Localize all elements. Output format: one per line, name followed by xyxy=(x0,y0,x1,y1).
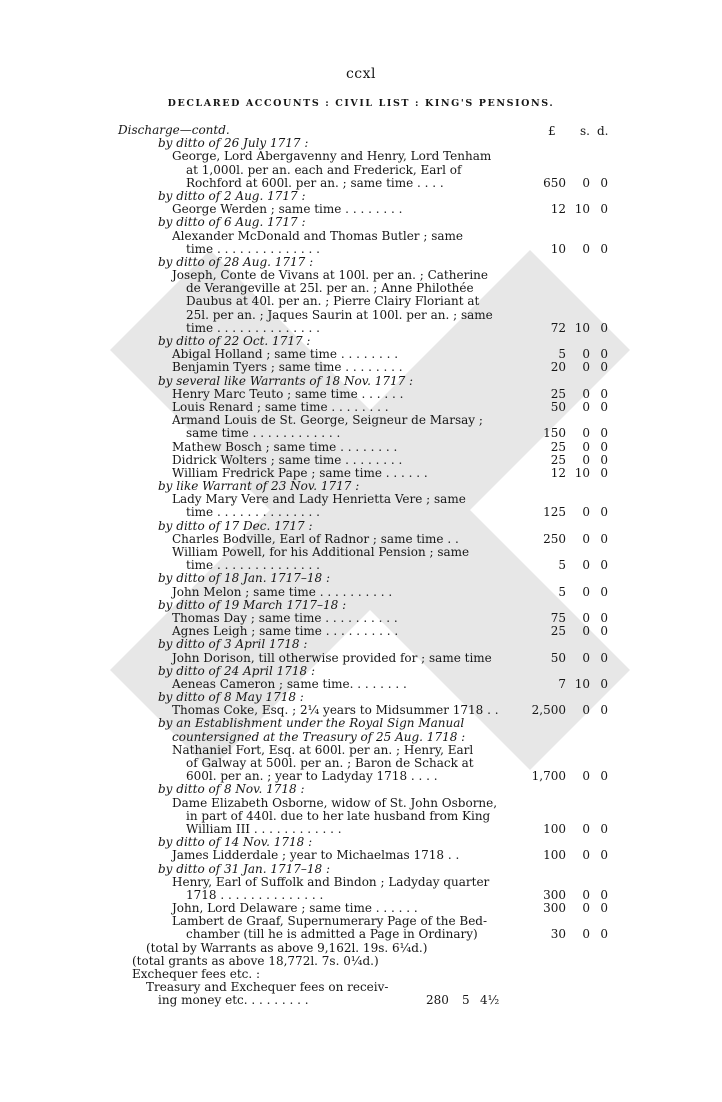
amount-pounds: 30 xyxy=(550,927,566,942)
amount-pounds: 1,700 xyxy=(531,769,566,784)
entry-text: Charles Bodville, Earl of Radnor ; same time . . xyxy=(172,531,459,546)
entry-text: Exchequer fees etc. : xyxy=(132,967,261,981)
amount-shillings: 0 xyxy=(582,558,590,573)
entry-row xyxy=(0,665,722,678)
amount-pounds: 300 xyxy=(543,887,566,902)
running-title: DECLARED ACCOUNTS : CIVIL LIST : KING'S PENSIONS. xyxy=(167,98,555,109)
amount-shillings: 10 xyxy=(574,320,590,335)
amount-pence: 0 xyxy=(600,175,608,190)
amount-pence: 0 xyxy=(600,241,608,256)
entry-row xyxy=(0,243,722,256)
amount-pence: 0 xyxy=(600,769,608,784)
amount-pence: 0 xyxy=(600,386,608,401)
entry-text: Henry, Earl of Suffolk and Bindon ; Ladyday quarter xyxy=(172,874,490,889)
entry-row xyxy=(0,994,722,1007)
entry-row xyxy=(0,216,722,229)
entry-text: Armand Louis de St. George, Seigneur de Marsay ; xyxy=(172,413,483,428)
entry-row xyxy=(0,203,722,216)
amount-shillings: 0 xyxy=(582,505,590,520)
amount-pence: 0 xyxy=(600,347,608,362)
amount-pence: 0 xyxy=(600,452,608,467)
amount-pounds: 12 xyxy=(550,465,566,480)
amount-pence: 0 xyxy=(600,360,608,375)
entry-text: by an Establishment under the Royal Sign Manual xyxy=(158,716,465,731)
amount-pence: 0 xyxy=(600,848,608,863)
entry-row xyxy=(0,770,722,783)
amount-pounds: 125 xyxy=(543,505,566,520)
entry-text: Agnes Leigh ; same time . . . . . . . . . . xyxy=(172,624,399,639)
entry-text: de Verangeville at 25l. per an. ; Anne Philothée xyxy=(186,281,474,296)
entry-row xyxy=(0,823,722,836)
amount-shillings: 0 xyxy=(582,821,590,836)
amount-pounds: 300 xyxy=(543,901,566,916)
entry-text: by ditto of 17 Dec. 1717 : xyxy=(158,518,313,533)
entry-row xyxy=(0,731,722,744)
entry-text: by ditto of 18 Jan. 1717–18 : xyxy=(158,571,331,586)
entry-row xyxy=(0,928,722,941)
entry-row xyxy=(0,150,722,163)
entry-row xyxy=(0,230,722,243)
entry-row xyxy=(0,942,722,955)
column-head-pounds: £ xyxy=(548,124,556,138)
entry-text: same time . . . . . . . . . . . . xyxy=(186,426,341,441)
amount-shillings: 0 xyxy=(582,887,590,902)
entry-text: (total by Warrants as above 9,162l. 19s. 6¼d.) xyxy=(146,940,428,955)
entry-row xyxy=(0,441,722,454)
entry-row xyxy=(0,493,722,506)
amount-shillings: 0 xyxy=(582,386,590,401)
entry-row xyxy=(0,559,722,572)
entry-text: Thomas Coke, Esq. ; 2¼ years to Midsummer 1718 . . xyxy=(172,703,499,718)
entry-text: by ditto of 24 April 1718 : xyxy=(158,663,316,678)
amount-shillings: 0 xyxy=(582,360,590,375)
amount-pounds: 50 xyxy=(550,399,566,414)
entry-text: in part of 440l. due to her late husband from King xyxy=(186,808,491,823)
entry-text: Rochford at 600l. per an. ; same time . . . . xyxy=(186,175,444,190)
amount-pence: 0 xyxy=(600,320,608,335)
amount-pounds: 5 xyxy=(558,347,566,362)
amount-pence: 0 xyxy=(600,821,608,836)
entry-row xyxy=(0,572,722,585)
entry-text: by several like Warrants of 18 Nov. 1717 : xyxy=(158,373,414,388)
entry-row xyxy=(0,520,722,533)
amount-shillings: 0 xyxy=(582,610,590,625)
amount-shillings: 0 xyxy=(582,531,590,546)
entry-text: Joseph, Conte de Vivans at 100l. per an. ; Catherine xyxy=(172,268,488,283)
entry-text: time . . . . . . . . . . . . . . xyxy=(186,320,320,335)
amount-pence: 0 xyxy=(600,676,608,691)
entry-row xyxy=(0,124,722,137)
amount-pounds: 7 xyxy=(558,676,566,691)
entry-row xyxy=(0,414,722,427)
entry-row xyxy=(0,388,722,401)
amount-pence: 0 xyxy=(600,558,608,573)
amount-shillings: 0 xyxy=(582,703,590,718)
amount-pounds: 250 xyxy=(543,531,566,546)
amount-shillings: 0 xyxy=(582,848,590,863)
entry-text: Dame Elizabeth Osborne, widow of St. John Osborne, xyxy=(172,795,498,810)
page-number: ccxl xyxy=(345,66,377,82)
amount-shillings: 0 xyxy=(582,624,590,639)
amount-shillings: 0 xyxy=(582,452,590,467)
entry-text: time . . . . . . . . . . . . . . xyxy=(186,241,320,256)
amount-pence: 0 xyxy=(600,465,608,480)
entry-row xyxy=(0,638,722,651)
entry-text: by like Warrant of 23 Nov. 1717 : xyxy=(158,479,360,494)
entry-text: by ditto of 26 July 1717 : xyxy=(158,136,309,151)
amount-pence: 0 xyxy=(600,202,608,217)
amount-shillings: 0 xyxy=(582,439,590,454)
amount-shillings: 0 xyxy=(582,901,590,916)
entry-text: by ditto of 28 Aug. 1717 : xyxy=(158,254,314,269)
amount-shillings: 0 xyxy=(582,584,590,599)
entry-text: Henry Marc Teuto ; same time . . . . . . xyxy=(172,386,404,401)
entry-text: 1718 . . . . . . . . . . . . . . xyxy=(186,887,324,902)
amount-pounds: 2,500 xyxy=(531,703,566,718)
amount-pounds: 25 xyxy=(550,452,566,467)
entry-row xyxy=(0,586,722,599)
amount-pence: 0 xyxy=(600,505,608,520)
amount-pounds: 72 xyxy=(550,320,566,335)
amount-pence: 0 xyxy=(600,584,608,599)
amount-pounds: 650 xyxy=(543,175,566,190)
entry-text: Benjamin Tyers ; same time . . . . . . . . xyxy=(172,360,403,375)
entry-text: countersigned at the Treasury of 25 Aug. 1718 : xyxy=(172,729,466,744)
entry-row xyxy=(0,876,722,889)
fee-amount-l: 280 xyxy=(426,993,449,1008)
entry-text: John Melon ; same time . . . . . . . . . . xyxy=(172,584,393,599)
entry-text: Louis Renard ; same time . . . . . . . . xyxy=(172,399,389,414)
entry-text: by ditto of 2 Aug. 1717 : xyxy=(158,188,306,203)
entry-text: William Powell, for his Additional Pension ; same xyxy=(172,545,470,559)
entry-text: George, Lord Abergavenny and Henry, Lord Tenham xyxy=(172,149,492,164)
entry-text: time . . . . . . . . . . . . . . xyxy=(186,558,320,573)
entry-text: Discharge—contd. xyxy=(118,123,230,137)
entry-text: by ditto of 31 Jan. 1717–18 : xyxy=(158,861,331,876)
amount-pence: 0 xyxy=(600,439,608,454)
entry-text: Treasury and Exchequer fees on receiv- xyxy=(146,980,389,995)
amount-pounds: 10 xyxy=(550,241,566,256)
amount-pounds: 25 xyxy=(550,386,566,401)
fee-amount-d: 4½ xyxy=(480,993,500,1008)
amount-shillings: 0 xyxy=(582,241,590,256)
entry-row xyxy=(0,506,722,519)
entry-text: chamber (till he is admitted a Page in Ordinary) xyxy=(186,927,478,942)
amount-pence: 0 xyxy=(600,650,608,665)
amount-pounds: 25 xyxy=(550,624,566,639)
amount-pounds: 75 xyxy=(550,610,566,625)
entry-text: Mathew Bosch ; same time . . . . . . . . xyxy=(172,439,398,454)
entry-text: 25l. per an. ; Jaques Saurin at 100l. per an. ; same xyxy=(186,307,493,322)
entry-row xyxy=(0,717,722,730)
fee-amount-s: 5 xyxy=(462,993,470,1008)
entry-text: at 1,000l. per an. each and Frederick, Earl of xyxy=(186,162,462,177)
entry-text: by ditto of 3 April 1718 : xyxy=(158,637,308,652)
column-head-shillings: s. xyxy=(580,124,590,138)
entry-row xyxy=(0,652,722,665)
amount-pounds: 12 xyxy=(550,202,566,217)
amount-shillings: 0 xyxy=(582,927,590,942)
amount-pounds: 50 xyxy=(550,650,566,665)
entry-text: John, Lord Delaware ; same time . . . . . . xyxy=(172,901,418,916)
column-head-pence: d. xyxy=(597,124,609,138)
amount-pence: 0 xyxy=(600,901,608,916)
entry-text: Lady Mary Vere and Lady Henrietta Vere ; same xyxy=(172,492,466,507)
entry-text: Thomas Day ; same time . . . . . . . . . . xyxy=(172,610,398,625)
account-entries xyxy=(0,124,722,1008)
entry-row xyxy=(0,375,722,388)
entry-row xyxy=(0,599,722,612)
amount-pounds: 20 xyxy=(550,360,566,375)
amount-pence: 0 xyxy=(600,927,608,942)
entry-row xyxy=(0,546,722,559)
amount-pounds: 5 xyxy=(558,558,566,573)
amount-pounds: 100 xyxy=(543,848,566,863)
entry-text: Alexander McDonald and Thomas Butler ; same xyxy=(172,228,464,243)
entry-row xyxy=(0,361,722,374)
entry-row xyxy=(0,810,722,823)
entry-row xyxy=(0,849,722,862)
amount-shillings: 0 xyxy=(582,175,590,190)
amount-shillings: 0 xyxy=(582,769,590,784)
entry-text: ing money etc. . . . . . . . . xyxy=(158,993,309,1008)
entry-text: William Fredrick Pape ; same time . . . . . . xyxy=(172,465,428,480)
amount-pounds: 100 xyxy=(543,821,566,836)
amount-pounds: 25 xyxy=(550,439,566,454)
entry-row xyxy=(0,625,722,638)
amount-pence: 0 xyxy=(600,531,608,546)
entry-text: by ditto of 19 March 1717–18 : xyxy=(158,597,347,612)
entry-text: Lambert de Graaf, Supernumerary Page of the Bed- xyxy=(172,914,488,929)
entry-text: by ditto of 22 Oct. 1717 : xyxy=(158,334,311,348)
entry-text: Abigal Holland ; same time . . . . . . . . xyxy=(172,347,399,362)
entry-row xyxy=(0,797,722,810)
amount-pence: 0 xyxy=(600,703,608,718)
entry-text: of Galway at 500l. per an. ; Baron de Schack at xyxy=(186,756,474,770)
entry-text: by ditto of 8 May 1718 : xyxy=(158,690,304,705)
amount-pounds: 150 xyxy=(543,426,566,441)
entry-text: (total grants as above 18,772l. 7s. 0¼d.) xyxy=(132,953,379,968)
entry-text: Nathaniel Fort, Esq. at 600l. per an. ; Henry, Earl xyxy=(172,742,474,757)
entry-text: Daubus at 40l. per an. ; Pierre Clairy Floriant at xyxy=(186,294,480,309)
amount-shillings: 10 xyxy=(574,465,590,480)
entry-text: George Werden ; same time . . . . . . . . xyxy=(172,202,403,217)
entry-row xyxy=(0,678,722,691)
entry-row xyxy=(0,295,722,308)
entry-text: John Dorison, till otherwise provided for ; same time xyxy=(172,650,492,665)
entry-row xyxy=(0,467,722,480)
entry-text: Aeneas Cameron ; same time. . . . . . . . xyxy=(172,676,407,691)
entry-text: James Lidderdale ; year to Michaelmas 1718 . . xyxy=(172,848,460,863)
entry-row xyxy=(0,164,722,177)
entry-row xyxy=(0,177,722,190)
entry-row xyxy=(0,322,722,335)
entry-text: 600l. per an. ; year to Ladyday 1718 . . . . xyxy=(186,769,438,784)
entry-row xyxy=(0,981,722,994)
entry-text: time . . . . . . . . . . . . . . xyxy=(186,505,320,520)
amount-pence: 0 xyxy=(600,624,608,639)
entry-text: by ditto of 6 Aug. 1717 : xyxy=(158,215,306,230)
amount-shillings: 0 xyxy=(582,399,590,414)
entry-row xyxy=(0,863,722,876)
amount-pounds: 5 xyxy=(558,584,566,599)
entry-text: by ditto of 14 Nov. 1718 : xyxy=(158,835,313,850)
entry-row xyxy=(0,454,722,467)
amount-shillings: 0 xyxy=(582,347,590,362)
amount-shillings: 0 xyxy=(582,426,590,441)
amount-shillings: 0 xyxy=(582,650,590,665)
entry-row xyxy=(0,427,722,440)
amount-shillings: 10 xyxy=(574,676,590,691)
entry-row xyxy=(0,783,722,796)
entry-text: by ditto of 8 Nov. 1718 : xyxy=(158,782,305,797)
amount-pence: 0 xyxy=(600,887,608,902)
amount-pence: 0 xyxy=(600,610,608,625)
entry-row xyxy=(0,955,722,968)
entry-text: Didrick Wolters ; same time . . . . . . . . xyxy=(172,452,403,467)
entry-text: William III . . . . . . . . . . . . xyxy=(186,821,342,836)
entry-row xyxy=(0,309,722,322)
amount-pence: 0 xyxy=(600,426,608,441)
amount-shillings: 10 xyxy=(574,202,590,217)
amount-pence: 0 xyxy=(600,399,608,414)
